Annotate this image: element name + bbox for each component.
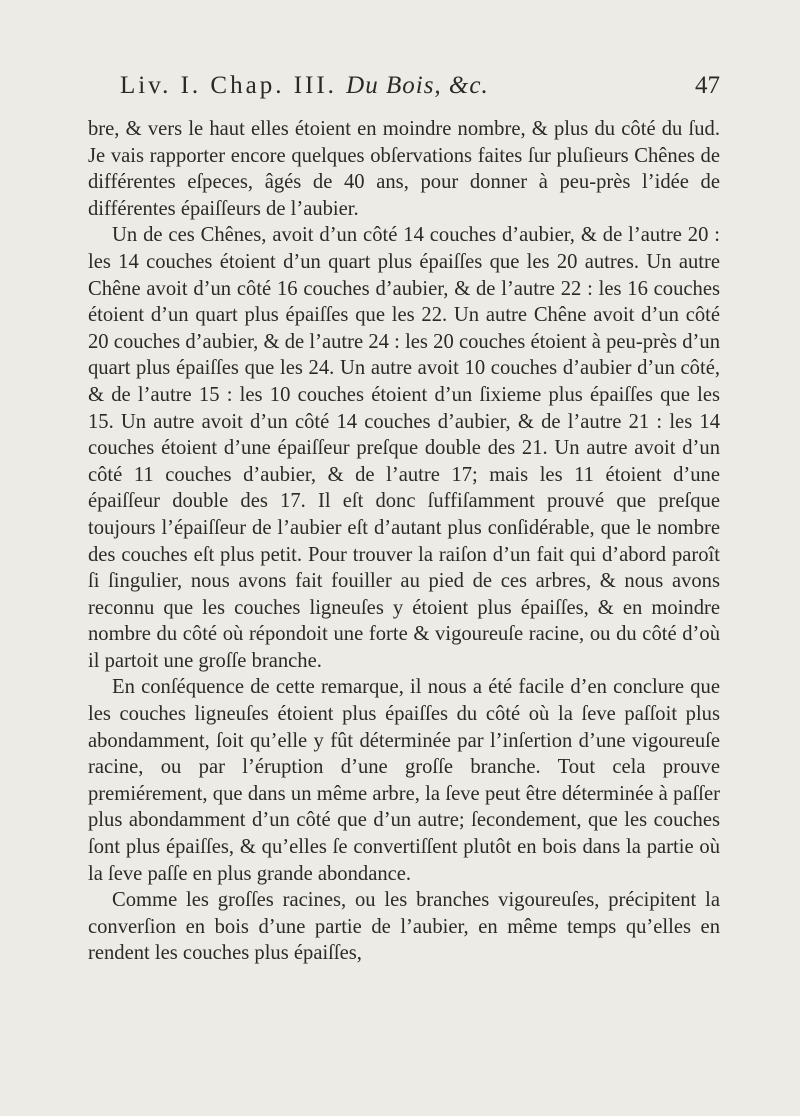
body-text — [88, 116, 720, 967]
running-head — [120, 72, 489, 100]
running-head-chapter: Liv. I. Chap. III. — [120, 72, 337, 99]
paragraph: Comme les groſſes racines, ou les branches vigoureuſes, précipitent la converſion en bois d’une partie de l’aubier, en même temps qu’elles en rendent les couches plus épaiſſes, — [88, 889, 720, 965]
paragraph: bre, & vers le haut elles étoient en moindre nombre, & plus du côté du ſud. Je vais rapporter encore quelques obſervations faites ſur pluſieurs Chênes de différentes eſpeces, âgés de 40 ans, pour donner à peu-près l’idée de différentes épaiſſeurs de l’aubier. — [88, 118, 720, 220]
page-number: 47 — [695, 72, 720, 99]
paragraph: En conſéquence de cette remarque, il nous a été facile d’en conclure que les couches ligneuſes étoient plus épaiſſes du côté où la ſeve paſſoit plus abondamment, ſoit qu’elle y fût déterminée par l’inſertion d’une vigoureuſe racine, ou par l’éruption d’une groſſe branche. Tout cela prouve premiérement, que dans un même arbre, la ſeve peut être déterminée à paſſer plus abondamment d’un côté que d’un autre; ſecondement, que les couches ſont plus épaiſſes, & qu’elles ſe convertiſſent plutôt en bois dans la partie où la ſeve paſſe en plus grande abondance. — [88, 676, 720, 885]
running-head-title: Du Bois, &c. — [346, 72, 489, 99]
page-header — [120, 72, 720, 106]
paragraph: Un de ces Chênes, avoit d’un côté 14 couches d’aubier, & de l’autre 20 : les 14 couches étoient d’un quart plus épaiſſes que les 20 autres. Un autre Chêne avoit d’un côté 16 couches d’aubier, & de l’autre 22 : les 16 couches étoient d’un quart plus épaiſſes que les 22. Un autre Chêne avoit d’un côté 20 couches d’aubier, & de l’autre 24 : les 20 couches étoient à peu-près d’un quart plus épaiſſes que les 24. Un autre avoit 10 couches d’aubier d’un côté, & de l’autre 15 : les 10 couches étoient d’un ſixieme plus épaiſſes que les 15. Un autre avoit d’un côté 14 couches d’aubier, & de l’autre 21 : les 14 couches étoient d’une épaiſſeur preſque double des 21. Un autre avoit d’un côté 11 couches d’aubier, & de l’autre 17; mais les 11 étoient d’une épaiſſeur double des 17. Il eſt donc ſuffiſamment prouvé que preſque toujours l’épaiſſeur de l’aubier eſt d’autant plus conſidérable, que le nombre des couches eſt plus petit. Pour trouver la raiſon d’un fait qui d’abord paroît ſi ſingulier, nous avons fait fouiller au pied de ces arbres, & nous avons reconnu que les couches ligneuſes y étoient plus épaiſſes, & en moindre nombre du côté où répondoit une forte & vigoureuſe racine, ou du côté d’où il partoit une groſſe branche. — [88, 224, 720, 672]
